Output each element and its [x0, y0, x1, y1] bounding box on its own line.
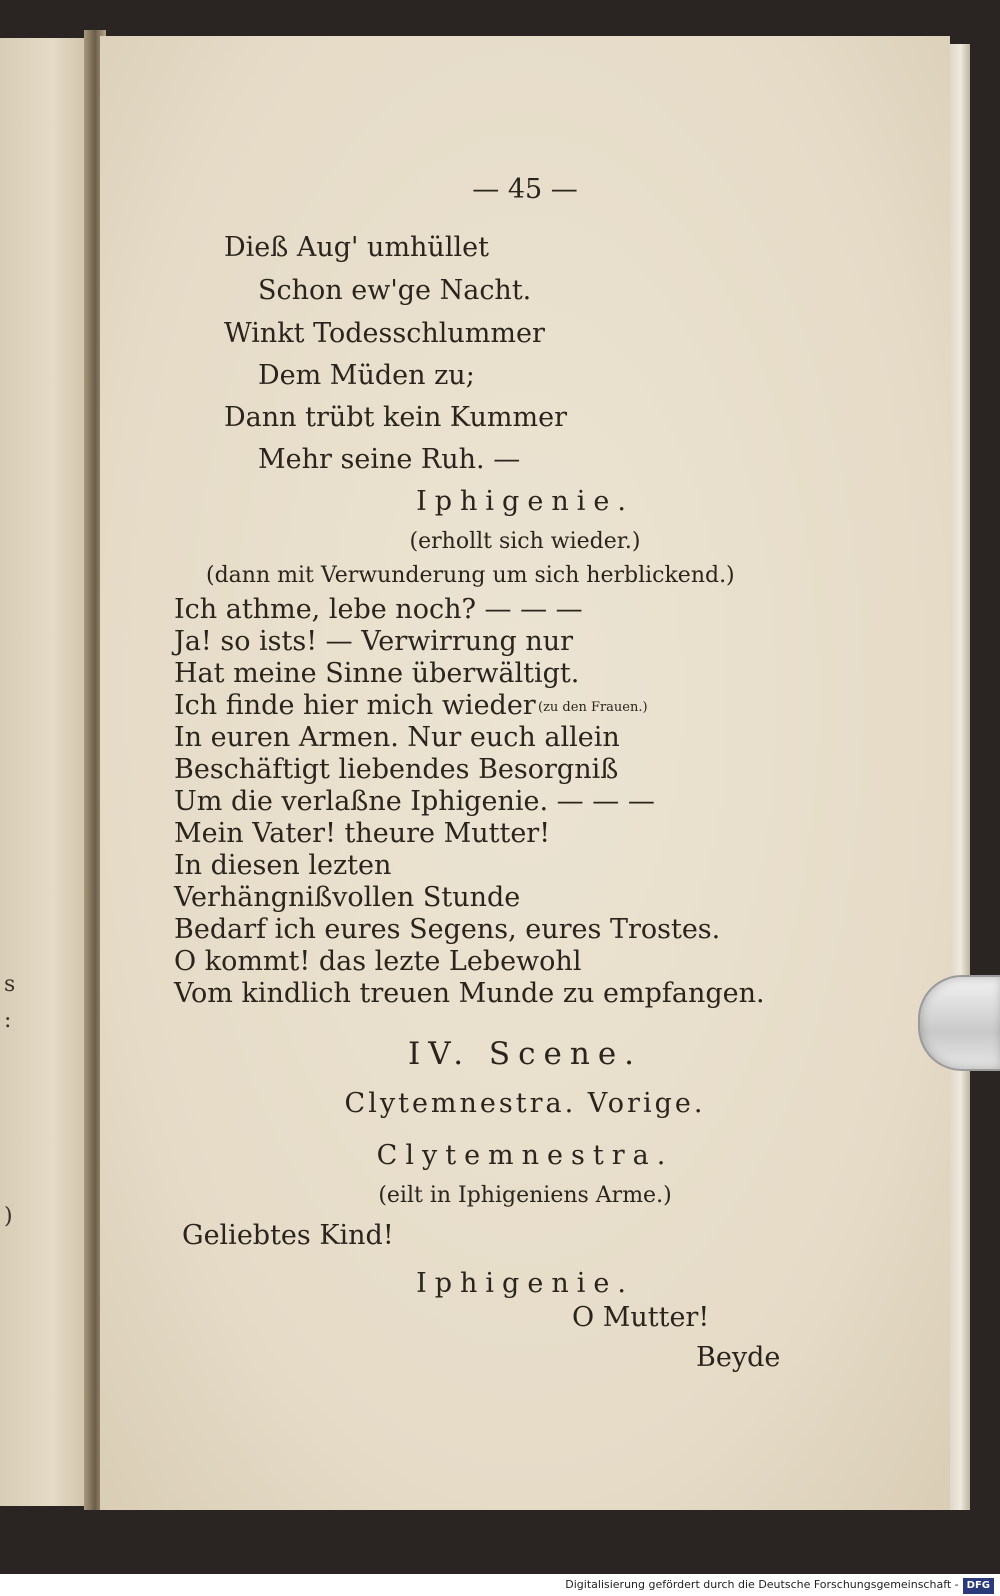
- song-line: Mehr seine Ruh. —: [258, 444, 521, 475]
- scene-heading: IV. Scene.: [407, 1036, 643, 1072]
- footer-credit: Digitalisierung gefördert durch die Deutsche Forschungsgemeinschaft -: [565, 1578, 959, 1591]
- dialogue-line: Geliebtes Kind!: [182, 1220, 394, 1251]
- speech-line: Ich finde hier mich wieder: [174, 690, 536, 721]
- speech-line: Vom kindlich treuen Munde zu empfangen.: [174, 978, 765, 1009]
- stage-direction: (eilt in Iphigeniens Arme.): [378, 1183, 672, 1208]
- speaker-name: Iphigenie.: [416, 486, 634, 517]
- catchword: Beyde: [696, 1342, 781, 1373]
- left-page-fragment: s: [4, 972, 16, 997]
- speech-line: In diesen lezten: [174, 850, 392, 881]
- page-number: — 45 —: [472, 174, 578, 205]
- speech-line: Mein Vater! theure Mutter!: [174, 818, 551, 849]
- speech-line: O kommt! das lezte Lebewohl: [174, 946, 582, 977]
- book-page: [100, 36, 950, 1510]
- speech-line: Ich athme, lebe noch? — — —: [174, 594, 583, 625]
- scene-characters: Clytemnestra. Vorige.: [344, 1088, 706, 1119]
- song-line: Dieß Aug' umhüllet: [224, 232, 489, 263]
- page-clip: [918, 975, 1000, 1071]
- song-line: Dann trübt kein Kummer: [224, 402, 567, 433]
- left-page-fragment: :: [4, 1008, 12, 1033]
- digitization-footer: [0, 1574, 1000, 1596]
- song-line: Winkt Todesschlummer: [224, 318, 545, 349]
- stage-direction: (dann mit Verwunderung um sich herblickend.): [206, 563, 735, 588]
- speech-line: Hat meine Sinne überwältigt.: [174, 658, 580, 689]
- aside-direction: (zu den Frauen.): [538, 700, 648, 715]
- speaker-name: Iphigenie.: [416, 1268, 634, 1299]
- speech-line: Um die verlaßne Iphigenie. — — —: [174, 786, 655, 817]
- song-line: Dem Müden zu;: [258, 360, 475, 391]
- dfg-logo: DFG: [963, 1578, 994, 1594]
- speaker-name: Clytemnestra.: [376, 1140, 674, 1171]
- stage-direction: (erhollt sich wieder.): [409, 529, 641, 554]
- speech-line: Beschäftigt liebendes Besorgniß: [174, 754, 619, 785]
- speech-line: In euren Armen. Nur euch allein: [174, 722, 620, 753]
- speech-line: Verhängnißvollen Stunde: [174, 882, 521, 913]
- speech-line: Ja! so ists! — Verwirrung nur: [174, 626, 574, 657]
- speech-line: Bedarf ich eures Segens, eures Trostes.: [174, 914, 721, 945]
- left-page-fragment: ): [4, 1204, 13, 1229]
- facing-page: [0, 38, 88, 1506]
- song-line: Schon ew'ge Nacht.: [258, 275, 532, 306]
- dialogue-line: O Mutter!: [572, 1302, 710, 1333]
